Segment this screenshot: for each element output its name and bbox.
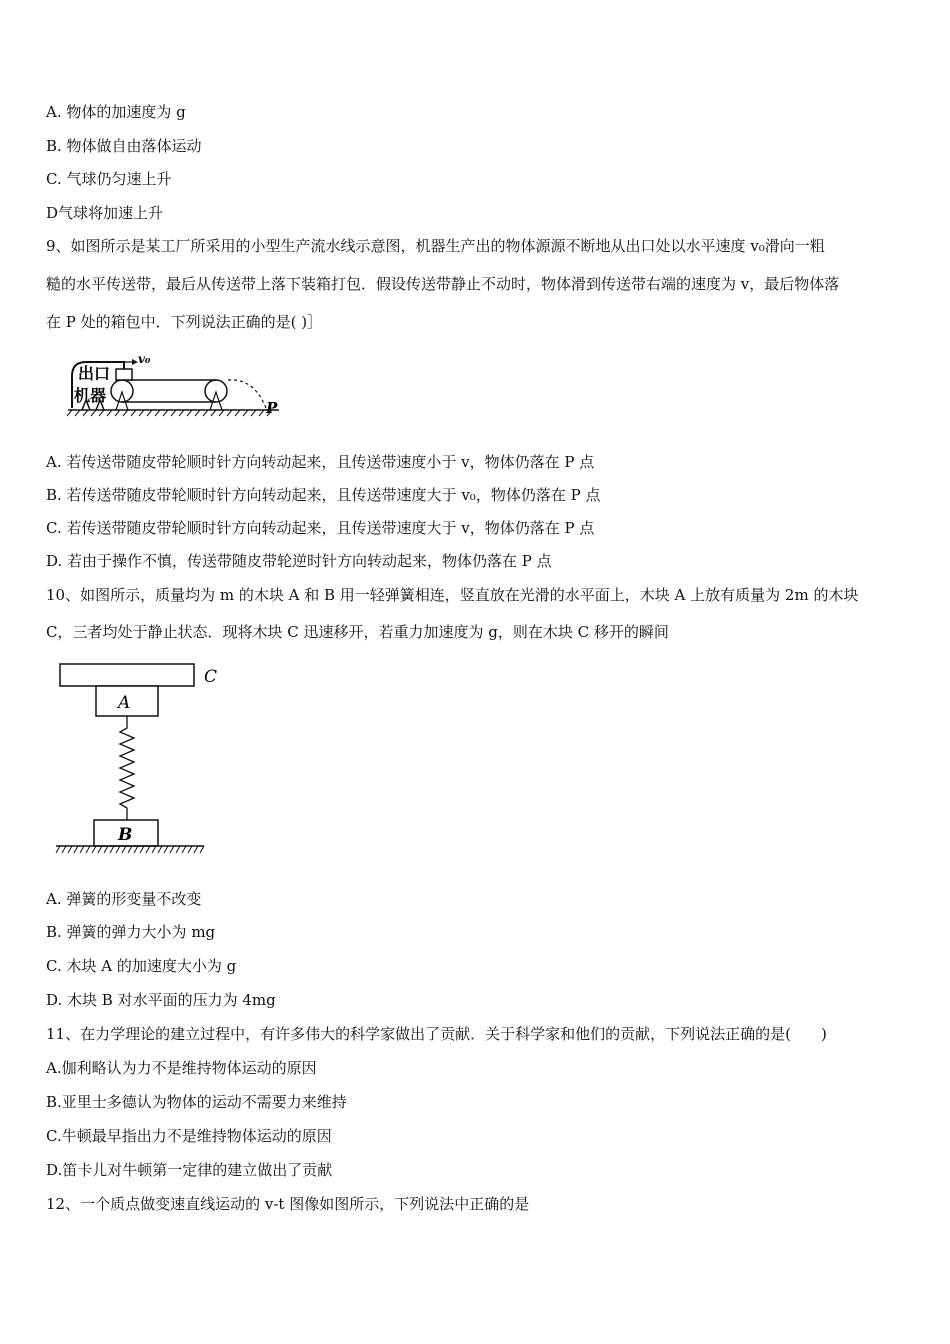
q11-option-d: D.笛卡儿对牛顿第一定律的建立做出了贡献 xyxy=(46,1161,333,1179)
q11-option-b: B.亚里士多德认为物体的运动不需要力来维持 xyxy=(46,1093,347,1111)
machine-label: 机器 xyxy=(74,386,107,405)
q9-option-a: A. 若传送带随皮带轮顺时针方向转动起来，且传送带速度小于 v，物体仍落在 P 点 xyxy=(46,453,595,471)
q11-stem: 11、在力学理论的建立过程中，有许多伟大的科学家做出了贡献．关于科学家和他们的贡献，下列说法正确的是( ) xyxy=(46,1025,827,1043)
block-c-label: C xyxy=(204,667,218,687)
q10-option-d: D. 木块 B 对水平面的压力为 4mg xyxy=(46,991,276,1009)
q10-option-c: C. 木块 A 的加速度大小为 g xyxy=(46,957,237,975)
velocity-label: v₀ xyxy=(138,352,151,366)
block-a-label: A xyxy=(118,693,131,713)
machine-exit-label: 出口 xyxy=(78,364,111,383)
q10-stem-line1: 10、如图所示，质量均为 m 的木块 A 和 B 用一轻弹簧相连，竖直放在光滑的水平面上，木块 A 上放有质量为 2m 的木块 xyxy=(46,586,859,604)
q11-option-a: A.伽利略认为力不是维持物体运动的原因 xyxy=(46,1059,317,1077)
q10-option-a: A. 弹簧的形变量不改变 xyxy=(46,890,202,908)
conveyor-diagram xyxy=(64,350,294,420)
landing-point-label: P xyxy=(266,399,278,417)
q9-option-c: C. 若传送带随皮带轮顺时针方向转动起来，且传送带速度大于 v，物体仍落在 P 点 xyxy=(46,519,595,537)
q10-option-b: B. 弹簧的弹力大小为 mg xyxy=(46,923,216,941)
q9-stem-line3: 在 P 处的箱包中．下列说法正确的是( )］ xyxy=(46,313,323,331)
q8-option-b: B. 物体做自由落体运动 xyxy=(46,137,202,155)
q10-stem-line2: C，三者均处于静止状态．现将木块 C 迅速移开，若重力加速度为 g，则在木块 C 移开的瞬间 xyxy=(46,623,669,641)
q9-option-b: B. 若传送带随皮带轮顺时针方向转动起来，且传送带速度大于 v₀，物体仍落在 P 点 xyxy=(46,486,601,504)
q8-option-d: D气球将加速上升 xyxy=(46,204,164,222)
q9-stem-line1: 9、如图所示是某工厂所采用的小型生产流水线示意图，机器生产出的物体源源不断地从出口处以水平速度 v₀滑向一粗 xyxy=(46,237,825,255)
q8-option-a: A. 物体的加速度为 g xyxy=(46,103,186,121)
q9-option-d: D. 若由于操作不慎，传送带随皮带轮逆时针方向转动起来，物体仍落在 P 点 xyxy=(46,552,552,570)
q12-stem: 12、一个质点做变速直线运动的 v-t 图像如图所示，下列说法中正确的是 xyxy=(46,1195,530,1213)
q8-option-c: C. 气球仍匀速上升 xyxy=(46,170,172,188)
spring-blocks-diagram xyxy=(54,662,234,862)
q11-option-c: C.牛顿最早指出力不是维持物体运动的原因 xyxy=(46,1127,332,1145)
block-b-label: B xyxy=(118,825,133,845)
q9-stem-line2: 糙的水平传送带，最后从传送带上落下装箱打包．假设传送带静止不动时，物体滑到传送带右端的速度为 v，最后物体落 xyxy=(46,275,840,293)
